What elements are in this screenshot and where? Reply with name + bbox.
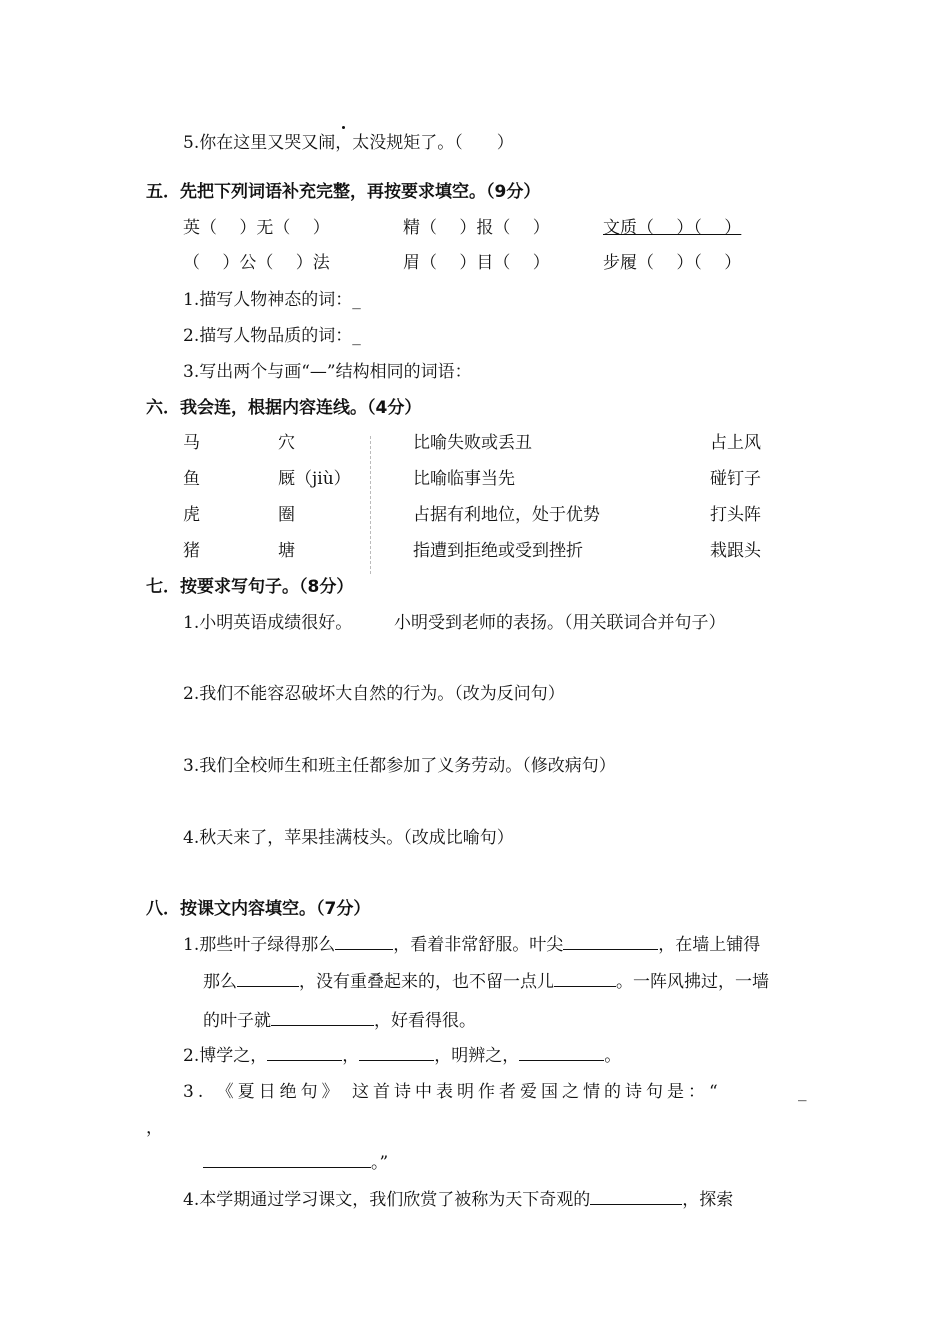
s8-q4-text-a: 4.本学期通过学习课文，我们欣赏了被称为天下奇观的 bbox=[183, 1190, 591, 1210]
match-idiom-4[interactable]: 栽跟头 bbox=[710, 541, 761, 561]
s7-question-1a: 1.小明英语成绩很好。 bbox=[183, 613, 353, 633]
match-place-2[interactable]: 厩（jiù） bbox=[278, 469, 351, 489]
fill-blank[interactable] bbox=[563, 935, 658, 950]
s8-q1-line2 bbox=[203, 972, 769, 992]
section-6-title: 六．我会连，根据内容连线。（4分） bbox=[146, 398, 422, 418]
match-animal-4[interactable]: 猪 bbox=[183, 541, 200, 561]
fill-blank[interactable] bbox=[519, 1046, 604, 1061]
sentence-q5: 5.你在这里又哭又闹，太没规矩了。（ ） bbox=[183, 133, 514, 153]
s8-q2-text-b: ， bbox=[342, 1046, 360, 1066]
s7-question-3: 3.我们全校师生和班主任都参加了义务劳动。（修改病句） bbox=[183, 756, 616, 776]
idiom-blank-1[interactable]: 英（ ）无（ ） bbox=[183, 218, 330, 238]
s8-q3-line3 bbox=[203, 1153, 388, 1173]
s8-q4-line bbox=[183, 1190, 733, 1210]
fill-blank[interactable] bbox=[590, 1190, 682, 1205]
s8-q3-line1-end[interactable]: _ bbox=[798, 1082, 807, 1102]
s8-q1-text-a: 1.那些叶子绿得那么 bbox=[183, 935, 336, 955]
s8-q3-comma: ， bbox=[146, 1118, 163, 1138]
fill-blank[interactable] bbox=[203, 1153, 371, 1168]
s8-q2-line bbox=[183, 1046, 621, 1066]
idiom-blank-5[interactable]: 眉（ ）目（ ） bbox=[403, 253, 550, 273]
match-place-4[interactable]: 塘 bbox=[278, 541, 295, 561]
fill-blank[interactable] bbox=[237, 972, 299, 987]
fill-blank[interactable] bbox=[267, 1046, 342, 1061]
s8-q2-text-d: 。 bbox=[604, 1046, 622, 1066]
s8-q2-text-c: ，明辨之， bbox=[434, 1046, 520, 1066]
match-place-1[interactable]: 穴 bbox=[278, 433, 295, 453]
fill-blank[interactable] bbox=[271, 1011, 374, 1026]
match-idiom-3[interactable]: 打头阵 bbox=[710, 505, 761, 525]
match-meaning-3[interactable]: 占据有利地位，处于优势 bbox=[413, 505, 600, 525]
match-place-3[interactable]: 圈 bbox=[278, 505, 295, 525]
s8-q1-text-g: 的叶子就 bbox=[203, 1011, 271, 1031]
s8-q1-text-e: ，没有重叠起来的，也不留一点儿 bbox=[299, 972, 554, 992]
s5-question-2: 2.描写人物品质的词：_ bbox=[183, 326, 361, 346]
s8-q1-text-h: ，好看得很。 bbox=[374, 1011, 476, 1031]
idiom-blank-3-underlined[interactable]: 文质（ ）（ ） bbox=[603, 218, 742, 238]
section-8-title: 八．按课文内容填空。（7分） bbox=[146, 899, 371, 919]
section-7-title: 七．按要求写句子。（8分） bbox=[146, 577, 354, 597]
match-meaning-2[interactable]: 比喻临事当先 bbox=[413, 469, 515, 489]
s8-q3-line1: 3. 《夏日绝句》 这首诗中表明作者爱国之情的诗句是：“ bbox=[183, 1082, 722, 1102]
s8-q4-text-b: ，探索 bbox=[682, 1190, 734, 1210]
s8-q1-text-c: ，在墙上铺得 bbox=[658, 935, 761, 955]
s7-question-4: 4.秋天来了，苹果挂满枝头。（改成比喻句） bbox=[183, 828, 514, 848]
match-meaning-4[interactable]: 指遭到拒绝或受到挫折 bbox=[413, 541, 583, 561]
s8-q1-line3 bbox=[203, 1011, 476, 1031]
divider-line bbox=[370, 436, 371, 574]
s8-q2-text-a: 2.博学之， bbox=[183, 1046, 268, 1066]
match-animal-3[interactable]: 虎 bbox=[183, 505, 200, 525]
s8-q1-text-f: 。一阵风拂过，一墙 bbox=[616, 972, 769, 992]
emphasis-dot bbox=[342, 126, 345, 129]
s8-q1-text-d: 那么 bbox=[203, 972, 237, 992]
match-animal-2[interactable]: 鱼 bbox=[183, 469, 200, 489]
s8-q1-text-b: ，看着非常舒服。叶尖 bbox=[393, 935, 564, 955]
s8-q3-text-end: 。” bbox=[371, 1153, 389, 1173]
s5-question-1: 1.描写人物神态的词：_ bbox=[183, 290, 361, 310]
section-5-title: 五．先把下列词语补充完整，再按要求填空。（9分） bbox=[146, 182, 541, 202]
fill-blank[interactable] bbox=[554, 972, 616, 987]
s5-question-3: 3.写出两个与画“—”结构相同的词语： bbox=[183, 362, 472, 382]
match-animal-1[interactable]: 马 bbox=[183, 433, 200, 453]
idiom-blank-6[interactable]: 步履（ ）（ ） bbox=[603, 253, 742, 273]
fill-blank[interactable] bbox=[359, 1046, 434, 1061]
match-idiom-2[interactable]: 碰钉子 bbox=[710, 469, 761, 489]
idiom-blank-2[interactable]: 精（ ）报（ ） bbox=[403, 218, 550, 238]
match-meaning-1[interactable]: 比喻失败或丢丑 bbox=[413, 433, 532, 453]
idiom-blank-4[interactable]: （ ）公（ ）法 bbox=[183, 253, 330, 273]
s7-question-2: 2.我们不能容忍破坏大自然的行为。（改为反问句） bbox=[183, 684, 565, 704]
match-idiom-1[interactable]: 占上风 bbox=[710, 433, 761, 453]
fill-blank[interactable] bbox=[335, 935, 393, 950]
s8-q1-line1 bbox=[183, 935, 760, 955]
s7-question-1b: 小明受到老师的表扬。（用关联词合并句子） bbox=[394, 613, 726, 633]
